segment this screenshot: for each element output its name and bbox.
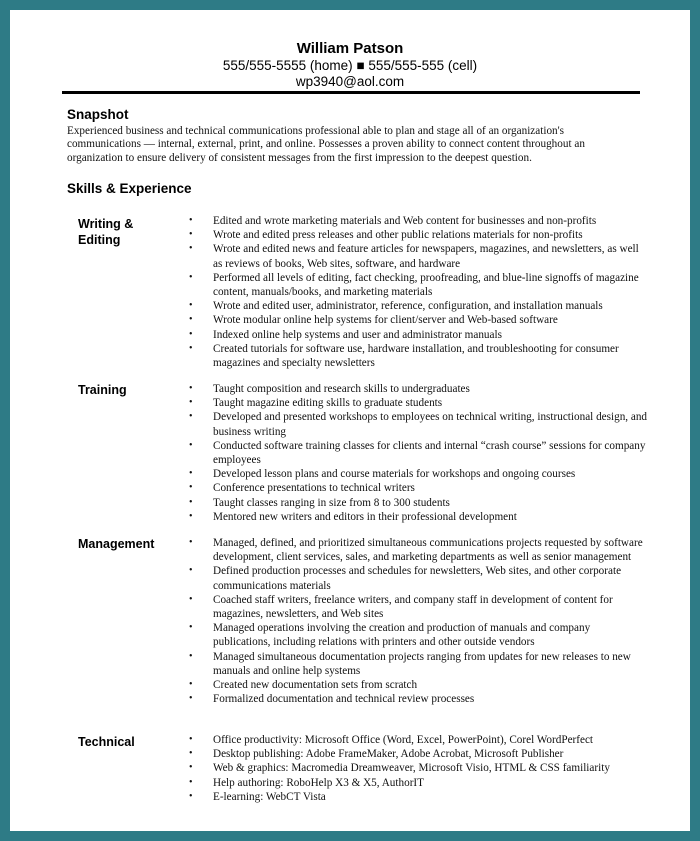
list-item: • Coached staff writers, freelance writers, and company staff in development of content for magazines, newsletters, and Web sites	[189, 593, 613, 621]
category-writing-editing: Writing & Editing	[78, 217, 134, 247]
list-item: • Indexed online help systems and user and administrator manuals	[189, 328, 502, 341]
list-item: • Help authoring: RoboHelp X3 & X5, AuthorIT	[189, 776, 424, 789]
list-item: • Managed simultaneous documentation projects ranging from updates for new releases to new manuals and online help systems	[189, 650, 631, 677]
list-item: • Wrote and edited press releases and other public relations materials for non-profits	[189, 229, 583, 242]
list-item: • Desktop publishing: Adobe FrameMaker, Adobe Acrobat, Microsoft Publisher	[189, 748, 564, 761]
list-item: • Taught classes ranging in size from 8 to 300 students	[189, 496, 450, 509]
list-item: • Defined production processes and schedules for newsletters, Web sites, and other corporate communications materials	[189, 565, 622, 592]
category-training: Training	[78, 383, 127, 397]
list-item: • Mentored new writers and editors in their professional development	[189, 510, 517, 523]
list-item: • Edited and wrote marketing materials and Web content for businesses and non-profits	[189, 215, 597, 227]
skills-heading: Skills & Experience	[67, 181, 192, 196]
technical-list	[182, 733, 648, 804]
list-item: • Managed, defined, and prioritized simultaneous communications projects requested by software development, client services, sales, and marketing departments as well as senior management	[189, 537, 643, 564]
list-item: • Wrote modular online help systems for client/server and Web-based software	[189, 314, 558, 327]
list-item: • Office productivity: Microsoft Office (Word, Excel, PowerPoint), Corel WordPerfect	[189, 734, 594, 746]
phone-numbers: 555/555-5555 (home) ■ 555/555-555 (cell)	[222, 58, 478, 73]
list-item: • Formalized documentation and technical review processes	[189, 693, 475, 706]
list-item: • Performed all levels of editing, fact checking, proofreading, and blue-line signoffs of magazine content, manuals/books, and marketing materials	[189, 271, 639, 299]
list-item: • Developed and presented workshops to employees on technical writing, instructional design, and business writing	[189, 411, 648, 438]
list-item: • Managed operations involving the creation and production of manuals and company publications, including relations with printers and other outside vendors	[189, 622, 591, 649]
resume-header	[10, 40, 690, 90]
list-item: • Taught magazine editing skills to graduate students	[189, 397, 443, 410]
header-divider	[62, 91, 640, 94]
list-item: • E-learning: WebCT Vista	[189, 790, 326, 803]
email-address: wp3940@aol.com	[295, 74, 405, 89]
list-item: • Created tutorials for software use, hardware installation, and troubleshooting for consumer magazines and specialty newsletters	[189, 342, 619, 370]
snapshot-text: Experienced business and technical communications professional able to plan and stage all of an organization's communications — internal, external, print, and online. Possesses a proven ability to connect content throughout an organization to ensure delivery of consistent messages from the first impression to the deepest question.	[67, 125, 585, 164]
list-item: • Created new documentation sets from scratch	[189, 679, 418, 692]
list-item: • Conducted software training classes for clients and internal “crash course” sessions for company employees	[189, 439, 646, 467]
list-item: • Web & graphics: Macromedia Dreamweaver, Microsoft Visio, HTML & CSS familiarity	[189, 762, 610, 775]
list-item: • Wrote and edited news and feature articles for newspapers, magazines, and newsletters, as well as reviews of books, Web sites, software, and hardware	[189, 243, 639, 270]
applicant-name: William Patson	[296, 40, 404, 57]
category-technical: Technical	[78, 735, 135, 749]
list-item: • Taught composition and research skills to undergraduates	[189, 383, 470, 395]
category-management: Management	[78, 537, 155, 551]
writing-editing-list	[182, 214, 648, 370]
list-item: • Developed lesson plans and course materials for workshops and ongoing courses	[189, 468, 576, 481]
training-list	[182, 382, 648, 524]
resume-page	[10, 10, 690, 831]
list-item: • Conference presentations to technical writers	[189, 482, 415, 495]
snapshot-heading: Snapshot	[67, 107, 129, 122]
list-item: • Wrote and edited user, administrator, reference, configuration, and installation manuals	[189, 300, 603, 313]
management-list	[182, 536, 648, 706]
